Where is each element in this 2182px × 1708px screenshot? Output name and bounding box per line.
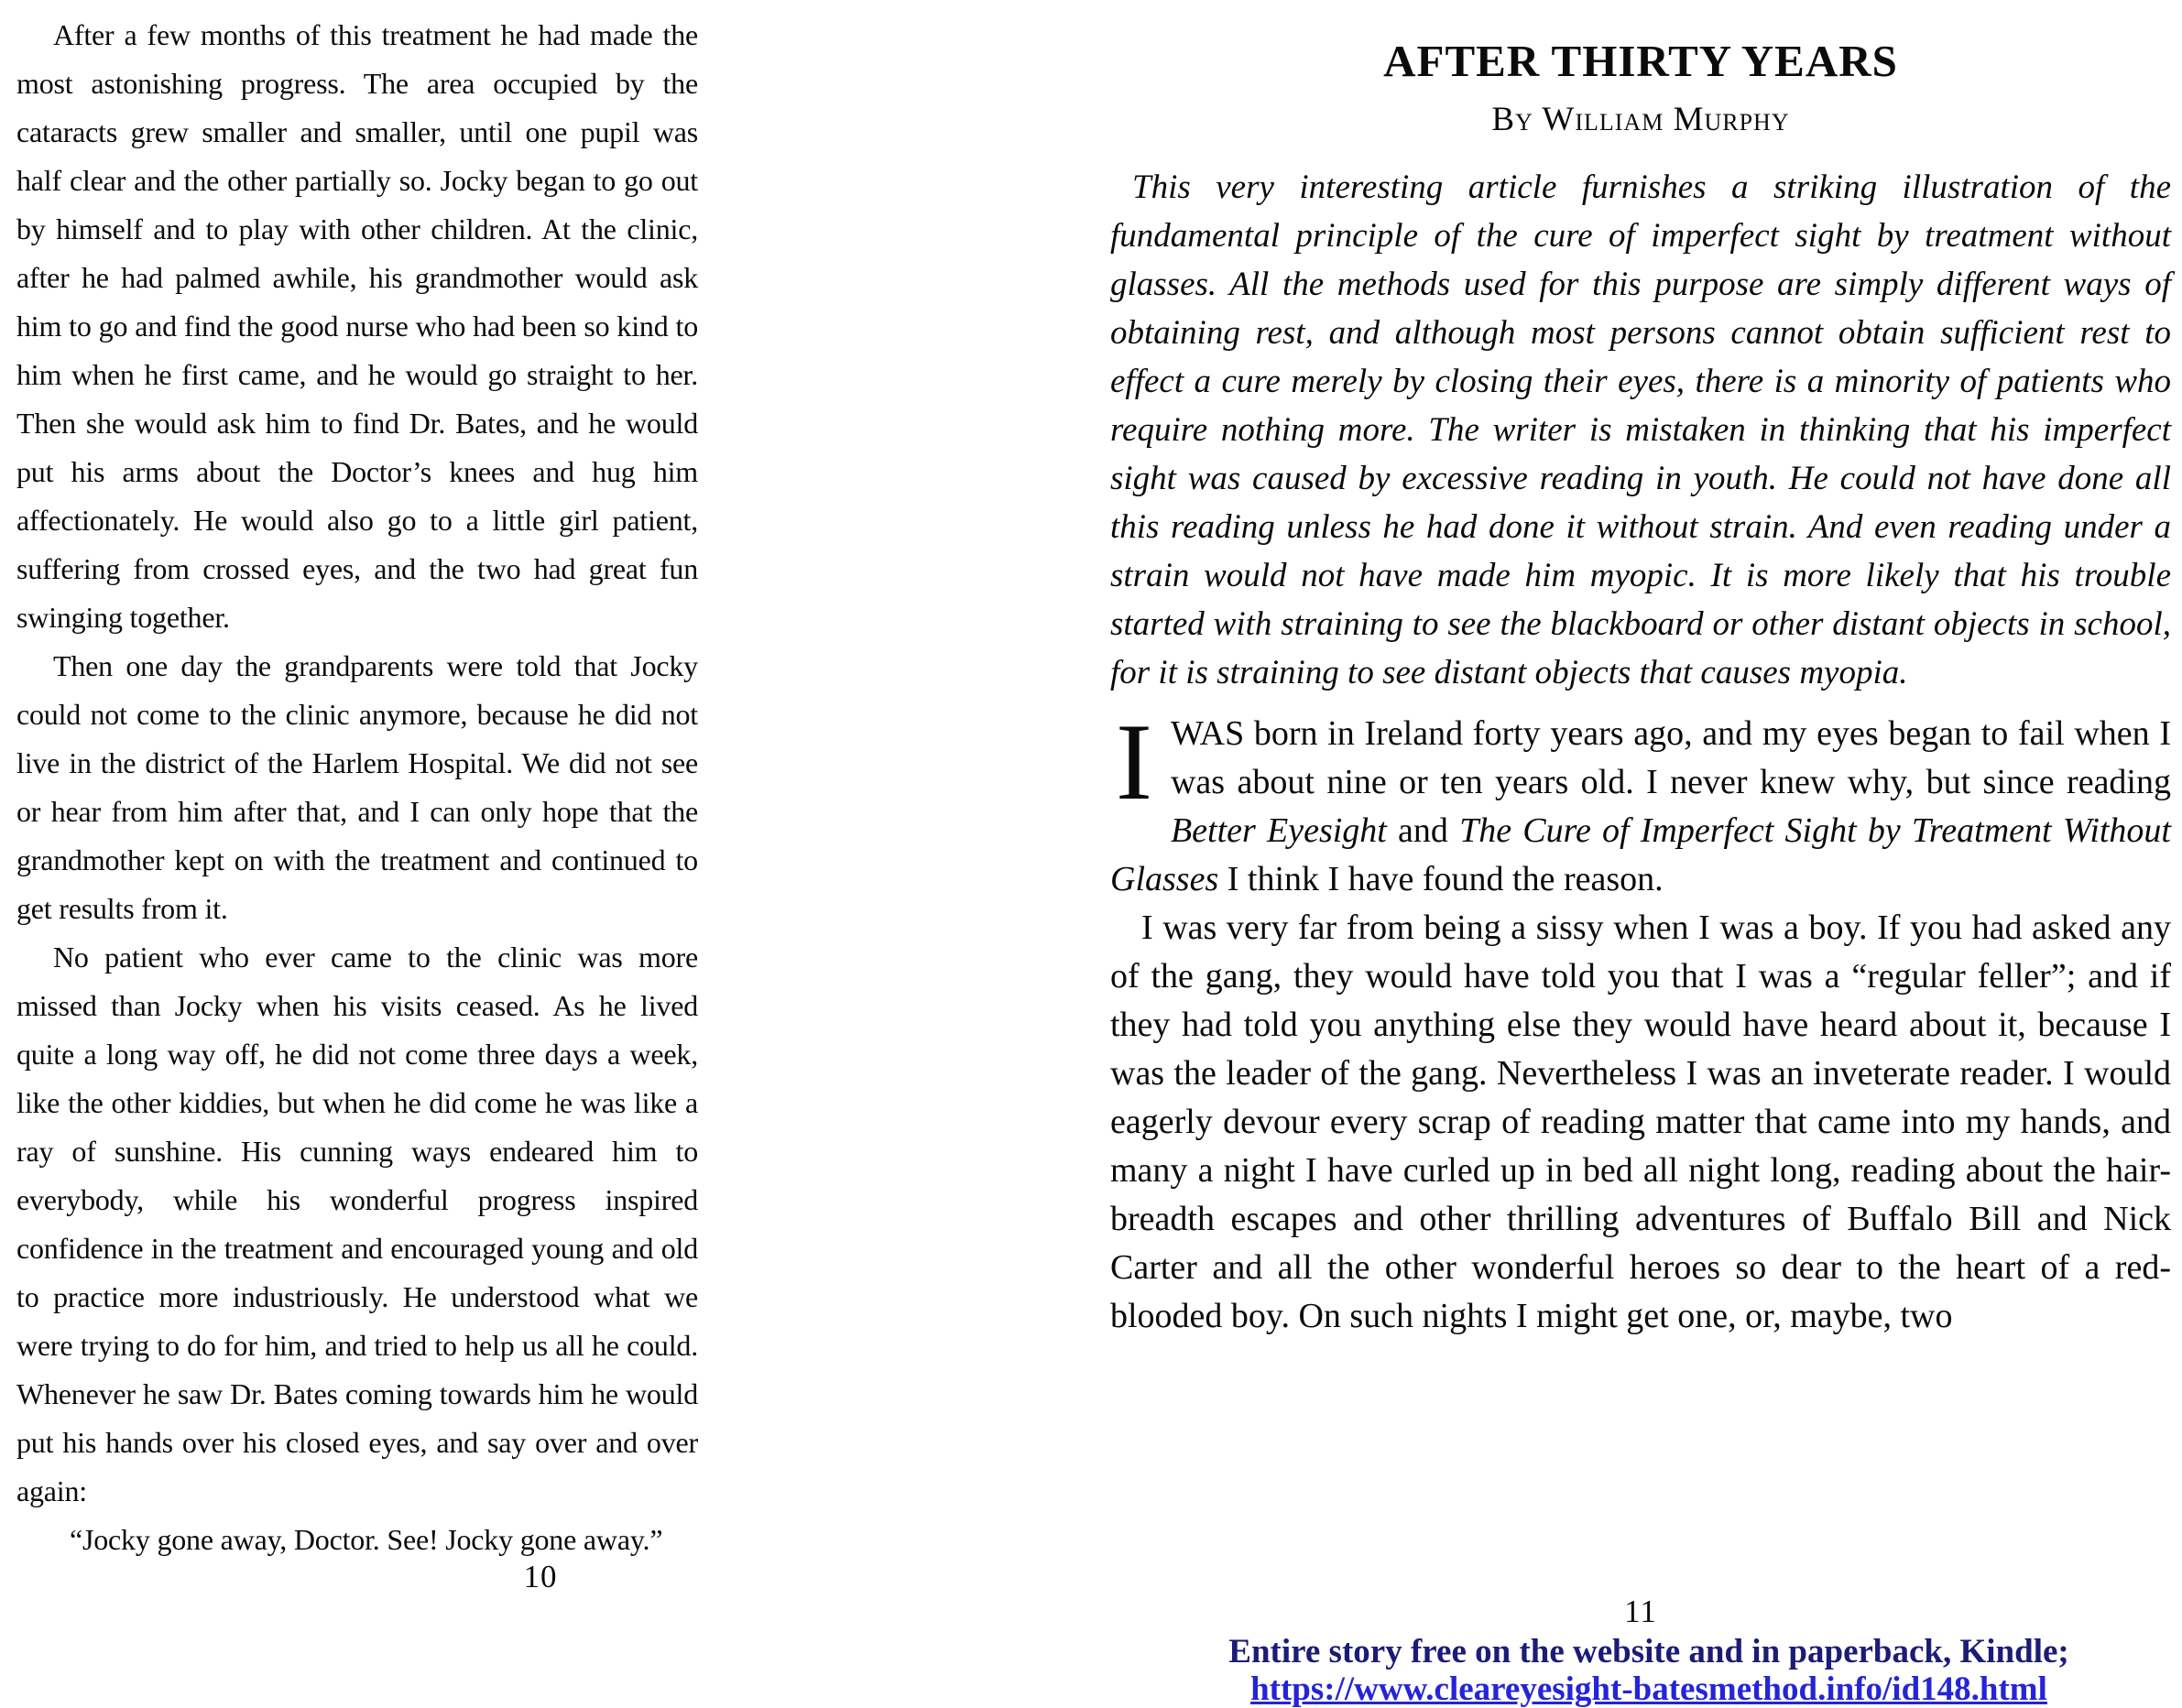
page-number-right: 11 bbox=[1624, 1594, 1657, 1629]
book-title-cure-of-imperfect-sight: The Cure of Imperfect Sight by Treatment Without Glasses bbox=[1110, 811, 2171, 898]
body-paragraph: I was very far from being a sissy when I was a boy. If you had asked any of the gang, they would have told you that I was a “regular feller”; and if they had told you anything else they would have heard about it, because I was the leader of the gang. Nevertheless I was an inveterate reader. I would eagerly devour every scrap of reading matter that came into my hands, and many a night I have curled up in bed all night long, reading about the hair-breadth escapes and other thrilling adventures of Buffalo Bill and Nick Carter and all the other wonderful heroes so dear to the heart of a red-blooded boy. On such nights I might get one, or, maybe, two bbox=[1110, 908, 2171, 1335]
drop-cap: I bbox=[1116, 701, 1152, 822]
article-title: AFTER THIRTY YEARS bbox=[1383, 36, 1898, 86]
paragraph: After a few months of this treatment he had made the most astonishing progress. The area occupied by the cataracts grew smaller and smaller, until one pupil was half clear and the other partially so. Jocky began to go out by himself and to play with other children. At the clinic, after he had palmed awhile, his grandmother would ask him to go and find the good nurse who had been so kind to him when he first came, and he would go straight to her. Then she would ask him to find Dr. Bates, and he would put his arms about the Doctor’s knees and hug him affectionately. He would also go to a little girl patient, suffering from crossed eyes, and the two had great fun swinging together. bbox=[16, 18, 698, 634]
left-page-column bbox=[16, 11, 698, 1564]
paragraph: Then one day the grandparents were told that Jocky could not come to the clinic anymore, because he did not live in the district of the Harlem Hospital. We did not see or hear from him after that, and I can only hope that the grandmother kept on with the treatment and continued to get results from it. bbox=[16, 649, 698, 925]
body-paragraph-first bbox=[1110, 701, 2171, 904]
footer-link[interactable]: https://www.cleareyesight-batesmethod.info/id148.html bbox=[1250, 1670, 2047, 1708]
book-title-better-eyesight: Better Eyesight bbox=[1170, 811, 1387, 850]
page-number-left: 10 bbox=[523, 1559, 558, 1594]
body-text-opening: WAS born in Ireland forty years ago, and my eyes began to fail when I was about nine or ten years old. I never knew why, but since reading bbox=[1170, 714, 2171, 801]
body-text-connector: and bbox=[1386, 811, 1460, 850]
footer bbox=[1127, 1634, 2171, 1708]
body-text-closing: I think I have found the reason. bbox=[1218, 860, 1664, 898]
article-editor-note: This very interesting article furnishes a striking illustration of the fundamental principle of the cure of imperfect sight by treatment without glasses. All the methods used for this purpose are simply different ways of obtaining rest, and although most persons cannot obtain sufficient rest to effect a cure merely by closing their eyes, there is a minority of patients who require nothing more. The writer is mistaken in thinking that his imperfect sight was caused by excessive reading in youth. He could not have done all this reading unless he had done it without strain. And even reading under a strain would not have made him myopic. It is more likely that his trouble started with straining to see the blackboard or other distant objects in school, for it is straining to see distant objects that causes myopia. bbox=[1110, 169, 2171, 691]
paragraph: No patient who ever came to the clinic was more missed than Jocky when his visits ceased. As he lived quite a long way off, he did not come three days a week, like the other kiddies, but when he did come he was like a ray of sunshine. His cunning ways endeared him to everybody, while his wonderful progress inspired confidence in the treatment and encouraged young and old to practice more industriously. He understood what we were trying to do for him, and tried to help us all he could. Whenever he saw Dr. Bates coming towards him he would put his hands over his closed eyes, and say over and over again: bbox=[16, 941, 698, 1507]
article-byline: By William Murphy bbox=[1491, 101, 1790, 138]
right-page-column bbox=[1110, 35, 2171, 1341]
footer-note: Entire story free on the website and in paperback, Kindle; bbox=[1228, 1633, 2069, 1670]
quote-paragraph: “Jocky gone away, Doctor. See! Jocky gone away.” bbox=[70, 1523, 663, 1556]
